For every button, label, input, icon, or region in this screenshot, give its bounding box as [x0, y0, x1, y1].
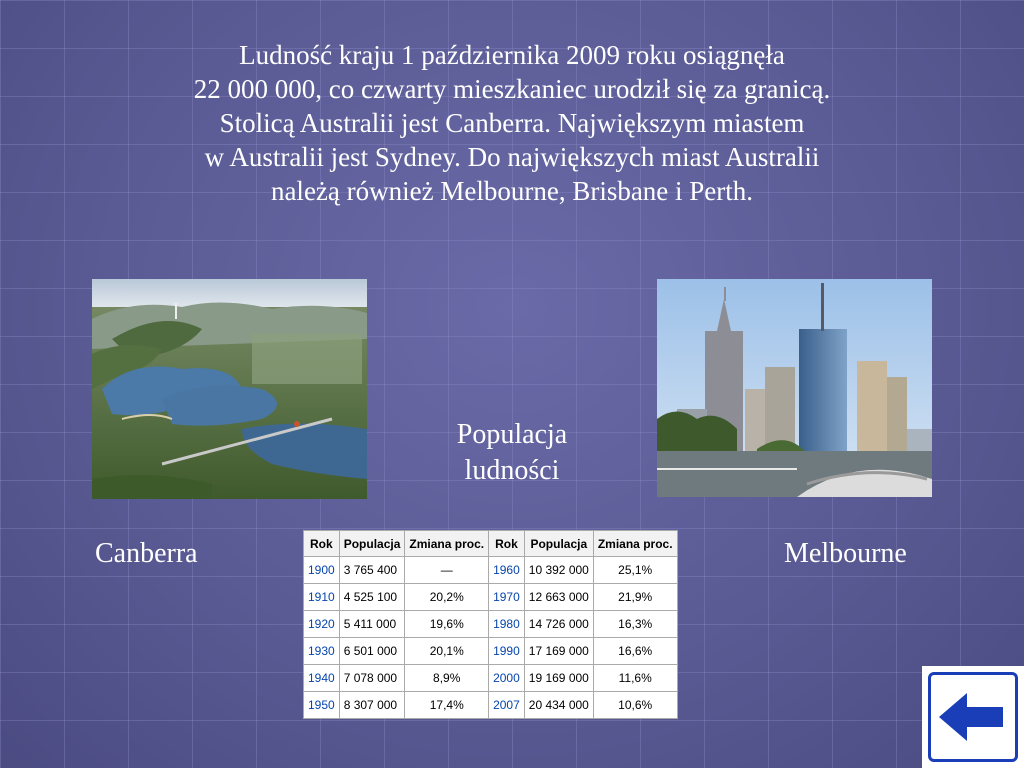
table-row [304, 665, 678, 692]
year-link[interactable]: 2000 [489, 665, 525, 692]
year-link[interactable]: 1960 [489, 557, 525, 584]
year-link[interactable]: 1950 [304, 692, 340, 719]
table-header-row [304, 531, 678, 557]
population-cell: 12 663 000 [524, 584, 593, 611]
header-population: Populacja [339, 531, 405, 557]
melbourne-caption: Melbourne [784, 538, 907, 569]
back-button[interactable] [922, 666, 1024, 768]
change-cell: 19,6% [405, 611, 489, 638]
population-cell: 3 765 400 [339, 557, 405, 584]
population-cell: 19 169 000 [524, 665, 593, 692]
header-change: Zmiana proc. [593, 531, 677, 557]
population-cell: 17 169 000 [524, 638, 593, 665]
population-cell: 5 411 000 [339, 611, 405, 638]
table-title [432, 417, 592, 489]
population-cell: 6 501 000 [339, 638, 405, 665]
change-cell: 17,4% [405, 692, 489, 719]
intro-line: Stolicą Australii jest Canberra. Największym miastem [219, 108, 805, 138]
year-link[interactable]: 1980 [489, 611, 525, 638]
intro-line: należą również Melbourne, Brisbane i Perth. [270, 176, 754, 206]
intro-line: 22 000 000, co czwarty mieszkaniec urodził się za granicą. [193, 74, 831, 104]
canberra-photo [92, 279, 367, 499]
intro-line: w Australii jest Sydney. Do największych miast Australii [204, 142, 820, 172]
table-row [304, 557, 678, 584]
year-link[interactable]: 1970 [489, 584, 525, 611]
table-title-line: ludności [464, 455, 560, 486]
change-cell: 20,2% [405, 584, 489, 611]
table-row [304, 692, 678, 719]
population-cell: 4 525 100 [339, 584, 405, 611]
change-cell: 20,1% [405, 638, 489, 665]
change-cell: 16,3% [593, 611, 677, 638]
header-year: Rok [304, 531, 340, 557]
table-row [304, 611, 678, 638]
year-link[interactable]: 2007 [489, 692, 525, 719]
change-cell: 16,6% [593, 638, 677, 665]
change-cell: 10,6% [593, 692, 677, 719]
change-cell: 11,6% [593, 665, 677, 692]
left-arrow-icon [931, 675, 1015, 759]
year-link[interactable]: 1930 [304, 638, 340, 665]
back-button-frame [928, 672, 1018, 762]
population-cell: 14 726 000 [524, 611, 593, 638]
year-link[interactable]: 1990 [489, 638, 525, 665]
year-link[interactable]: 1910 [304, 584, 340, 611]
year-link[interactable]: 1940 [304, 665, 340, 692]
change-cell: 25,1% [593, 557, 677, 584]
header-population: Populacja [524, 531, 593, 557]
header-year: Rok [489, 531, 525, 557]
population-cell: 10 392 000 [524, 557, 593, 584]
year-link[interactable]: 1920 [304, 611, 340, 638]
table-title-line: Populacja [456, 419, 568, 450]
population-cell: 8 307 000 [339, 692, 405, 719]
table-row [304, 638, 678, 665]
year-link[interactable]: 1900 [304, 557, 340, 584]
population-table [303, 530, 678, 719]
header-change: Zmiana proc. [405, 531, 489, 557]
canberra-caption: Canberra [95, 538, 198, 569]
change-cell: — [405, 557, 489, 584]
population-cell: 20 434 000 [524, 692, 593, 719]
table-row [304, 584, 678, 611]
melbourne-photo [657, 279, 932, 497]
population-cell: 7 078 000 [339, 665, 405, 692]
change-cell: 21,9% [593, 584, 677, 611]
change-cell: 8,9% [405, 665, 489, 692]
intro-line: Ludność kraju 1 października 2009 roku osiągnęła [239, 40, 785, 70]
intro-text [60, 38, 964, 208]
